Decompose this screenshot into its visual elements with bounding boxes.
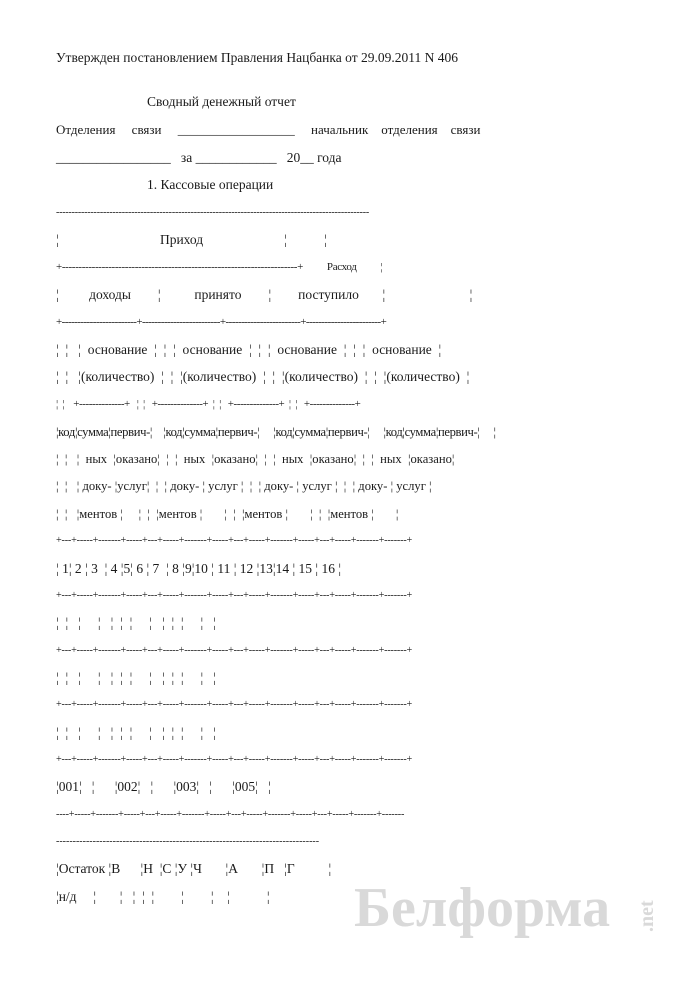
watermark-suffix: .net — [636, 900, 658, 932]
table-row-empty: ¦ ¦ ¦ ¦ ¦ ¦ ¦ ¦ ¦ ¦ ¦ ¦ ¦ — [56, 670, 217, 685]
table-row-codes: ¦001¦ ¦ ¦002¦ ¦ ¦003¦ ¦ ¦005¦ ¦ — [56, 779, 271, 794]
table-row-expense-header: +-----------------------------------------------------------------------+ Расход ¦ — [56, 261, 383, 273]
report-title: Сводный денежный отчет — [147, 94, 296, 109]
table-row-empty: ¦ ¦ ¦ ¦ ¦ ¦ ¦ ¦ ¦ ¦ ¦ ¦ ¦ — [56, 725, 217, 740]
balance-rule: ------------------------------------------------------------------------------- — [56, 836, 320, 847]
balance-row-header: ¦Остаток ¦В ¦Н ¦С ¦У ¦Ч ¦А ¦П ¦Г ¦ — [56, 861, 332, 876]
watermark-text: Белформа — [354, 877, 611, 939]
table-rule: +---+-----+-------+-----+---+-----+-------+-----+---+-----+-------+-----+---+-----+-------+-------+ — [56, 754, 413, 765]
approval-note: Утвержден постановлением Правления Нацбанка от 29.09.2011 N 406 — [56, 50, 458, 65]
table-rule: +---+-----+-------+-----+---+-----+-------+-----+---+-----+-------+-----+---+-----+-------+-------+ — [56, 645, 413, 656]
table-rule-top: ---------------------------------------------------------------------------------------------------- — [56, 207, 370, 218]
table-row-empty: ¦ ¦ ¦ ¦ ¦ ¦ ¦ ¦ ¦ ¦ ¦ ¦ ¦ — [56, 615, 217, 630]
table-rule-sub: ¦ ¦ +--------------+ ¦ ¦ +--------------+ ¦ ¦ +--------------+ ¦ ¦ +--------------+ — [56, 398, 361, 410]
table-row-column-numbers: ¦ 1¦ 2 ¦ 3 ¦ 4 ¦5¦ 6 ¦ 7 ¦ 8 ¦9¦10 ¦ 11 ¦ 12 ¦13¦14 ¦ 15 ¦ 16 ¦ — [56, 561, 342, 576]
table-row-group-headers: ¦ доходы ¦ принято ¦ поступило ¦ ¦ — [56, 287, 473, 302]
balance-row-start: ¦н/д ¦ ¦ ¦ ¦ ¦ ¦ ¦ ¦ ¦ — [56, 889, 270, 904]
table-rule-bottom: ----+-----+-------+-----+---+-----+-------+-----+---+-----+-------+-----+---+-----+-------+------- — [56, 809, 405, 820]
department-line: Отделения связи __________________ начальник отделения связи — [56, 122, 481, 137]
table-row-basis: ¦ ¦ ¦ основание ¦ ¦ ¦ основание ¦ ¦ ¦ основание ¦ ¦ ¦ основание ¦ — [56, 342, 442, 357]
table-rule: +------------------------+-------------------------+------------------------+------------------------+ — [56, 316, 387, 328]
table-row-subheaders-1: ¦код¦сумма¦первич-¦ ¦код¦сумма¦первич-¦ ¦код¦сумма¦первич-¦ ¦код¦сумма¦первич-¦ ¦ — [56, 425, 496, 439]
table-row-income-header: ¦ Приход ¦ ¦ — [56, 232, 327, 247]
table-rule: +---+-----+-------+-----+---+-----+-------+-----+---+-----+-------+-----+---+-----+-------+-------+ — [56, 535, 413, 546]
table-rule: +---+-----+-------+-----+---+-----+-------+-----+---+-----+-------+-----+---+-----+-------+-------+ — [56, 699, 413, 710]
section-title: 1. Кассовые операции — [147, 177, 274, 192]
table-rule: +---+-----+-------+-----+---+-----+-------+-----+---+-----+-------+-----+---+-----+-------+-------+ — [56, 590, 413, 601]
period-line: _________________ за ____________ 20__ года — [56, 150, 342, 165]
table-row-subheaders-4: ¦ ¦ ¦ментов ¦ ¦ ¦ ¦ментов ¦ ¦ ¦ ¦ментов ¦ ¦ ¦ ¦ментов ¦ ¦ — [56, 507, 399, 521]
table-row-quantity: ¦ ¦ ¦(количество) ¦ ¦ ¦(количество) ¦ ¦ ¦(количество) ¦ ¦ ¦(количество) ¦ — [56, 369, 470, 384]
watermark-logo — [336, 870, 666, 945]
table-row-subheaders-2: ¦ ¦ ¦ ных ¦оказано¦ ¦ ¦ ных ¦оказано¦ ¦ ¦ ных ¦оказано¦ ¦ ¦ ных ¦оказано¦ — [56, 452, 455, 466]
table-row-subheaders-3: ¦ ¦ ¦ доку- ¦услуг¦ ¦ ¦ доку- ¦ услуг ¦ ¦ ¦ доку- ¦ услуг ¦ ¦ ¦ доку- ¦ услуг ¦ — [56, 479, 432, 493]
